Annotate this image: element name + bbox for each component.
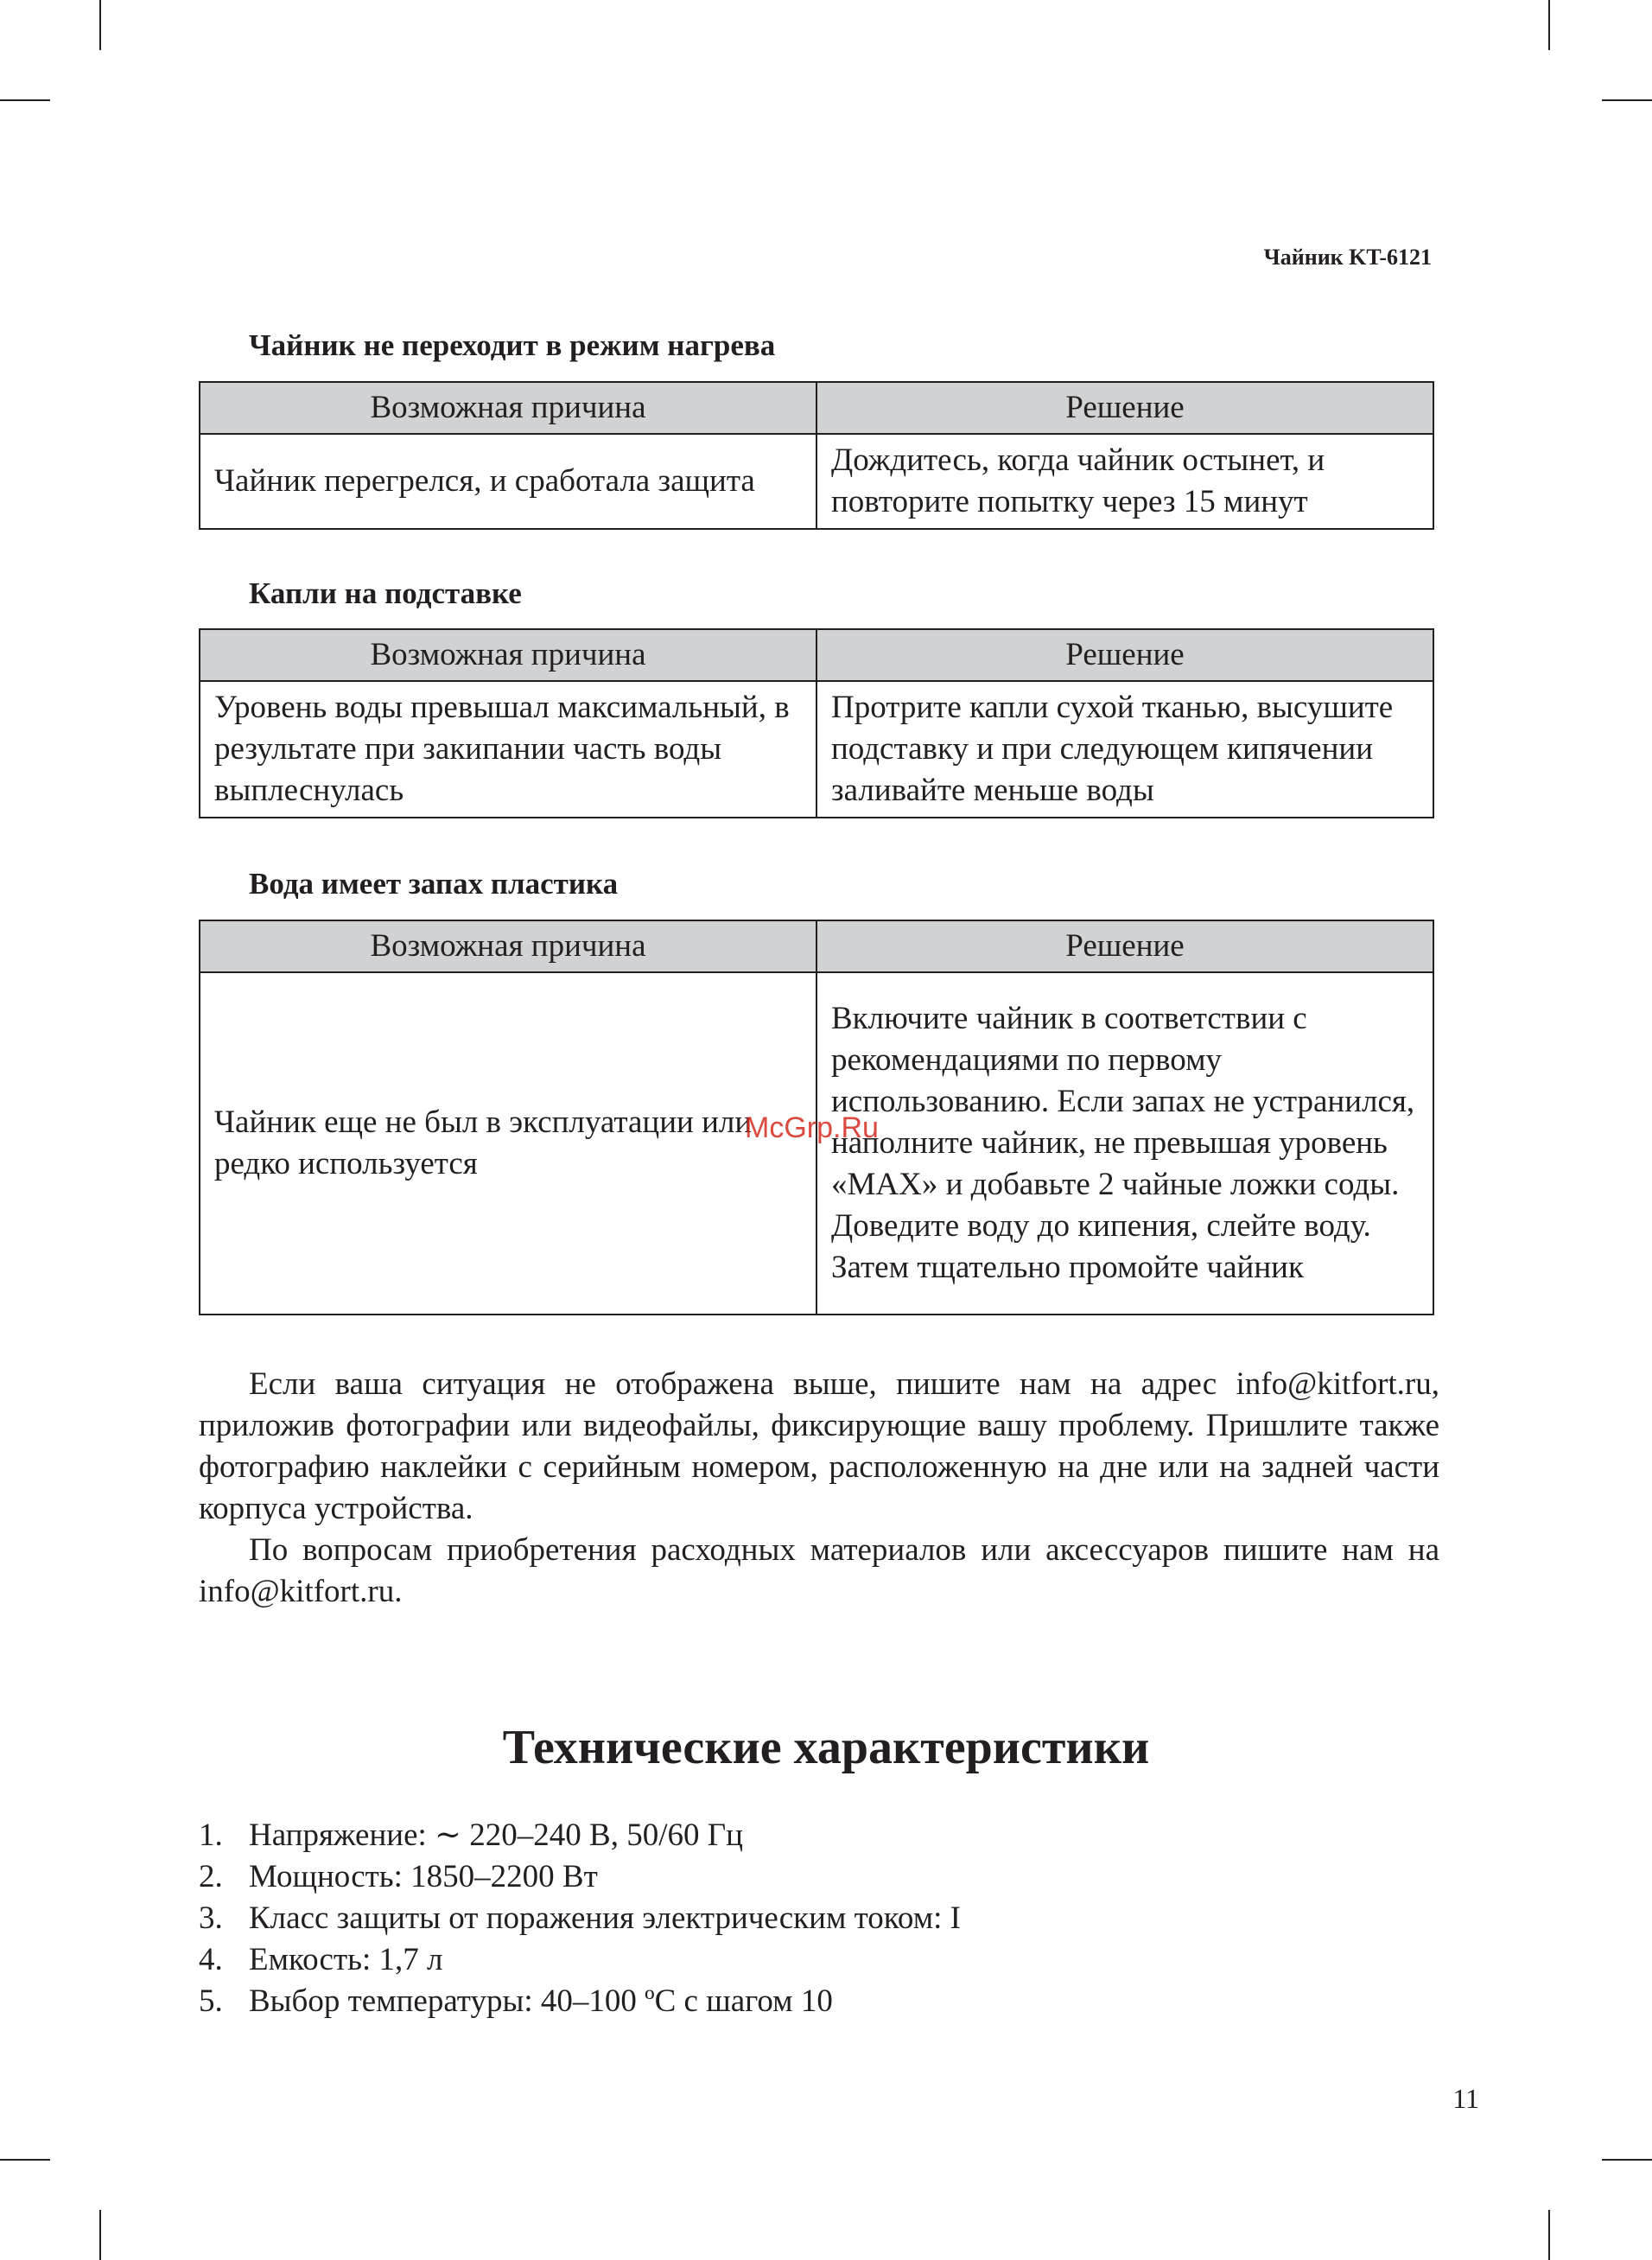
cause-cell: Чайник перегрелся, и сработала защита [200, 434, 816, 529]
crop-mark [99, 0, 101, 50]
item-number: 5. [199, 1983, 223, 2019]
crop-mark [1548, 2210, 1550, 2260]
item-number: 4. [199, 1942, 223, 1977]
watermark: McGrp.Ru [745, 1111, 879, 1144]
accessories-paragraph: По вопросам приобретения расходных материалов или аксессуаров пишите нам на info@kitfort.ru. [199, 1532, 1439, 1609]
section-heading: Вода имеет запах пластика [249, 867, 619, 901]
list-item [199, 1898, 961, 1939]
crop-mark [1602, 99, 1652, 101]
solution-cell: Включите чайник в соответствии с рекомендациями по первому использованию. Если запах не устранился, наполните чайник, не превышая уровень «MAX» и добавьте 2 чайные ложки соды. Доведите воду до кипения, слейте воду. Затем тщательно промойте чайник [816, 972, 1433, 1315]
column-header-solution: Решение [816, 382, 1433, 434]
specs-list [199, 1815, 961, 2022]
crop-mark [0, 99, 50, 101]
document-header: Чайник KT-6121 [1263, 245, 1432, 270]
item-text: Напряжение: ∼ 220–240 В, 50/60 Гц [249, 1818, 743, 1853]
cause-cell: Уровень воды превышал максимальный, в результате при закипании часть воды выплеснулась [200, 681, 816, 818]
list-item [199, 1815, 961, 1856]
column-header-solution: Решение [816, 920, 1433, 972]
list-item [199, 1939, 961, 1981]
section-heading: Капли на подставке [249, 576, 522, 610]
troubleshooting-table [199, 628, 1434, 818]
troubleshooting-table [199, 381, 1434, 530]
crop-mark [1548, 0, 1550, 50]
solution-cell: Дождитесь, когда чайник остынет, и повторите попытку через 15 минут [816, 434, 1433, 529]
solution-cell: Протрите капли сухой тканью, высушите подставку и при следующем кипячении заливайте меньше воды [816, 681, 1433, 818]
item-text: Емкость: 1,7 л [249, 1942, 443, 1977]
specs-title: Технические характеристики [502, 1721, 1150, 1774]
item-number: 1. [199, 1818, 223, 1853]
contact-paragraph: Если ваша ситуация не отображена выше, пишите нам на адрес info@kitfort.ru, приложив фотографии или видеофайлы, фиксирующие вашу проблему. Пришлите также фотографию наклейки с серийным номером, расположенную на дне или на задней части корпуса устройства. [199, 1366, 1439, 1526]
column-header-cause: Возможная причина [200, 629, 816, 681]
item-text: Мощность: 1850–2200 Вт [249, 1859, 598, 1894]
item-text: Выбор температуры: 40–100 ºС с шагом 10 [249, 1983, 833, 2019]
section-heading: Чайник не переходит в режим нагрева [249, 328, 776, 362]
page-number: 11 [1452, 2083, 1479, 2114]
crop-mark [99, 2210, 101, 2260]
list-item [199, 1981, 961, 2022]
item-text: Класс защиты от поражения электрическим током: I [249, 1900, 961, 1936]
column-header-cause: Возможная причина [200, 920, 816, 972]
column-header-solution: Решение [816, 629, 1433, 681]
item-number: 2. [199, 1859, 223, 1894]
list-item [199, 1856, 961, 1898]
cause-cell: Чайник еще не был в эксплуатации или редко используется [200, 972, 816, 1315]
column-header-cause: Возможная причина [200, 382, 816, 434]
item-number: 3. [199, 1900, 223, 1936]
crop-mark [0, 2159, 50, 2161]
crop-mark [1602, 2159, 1652, 2161]
